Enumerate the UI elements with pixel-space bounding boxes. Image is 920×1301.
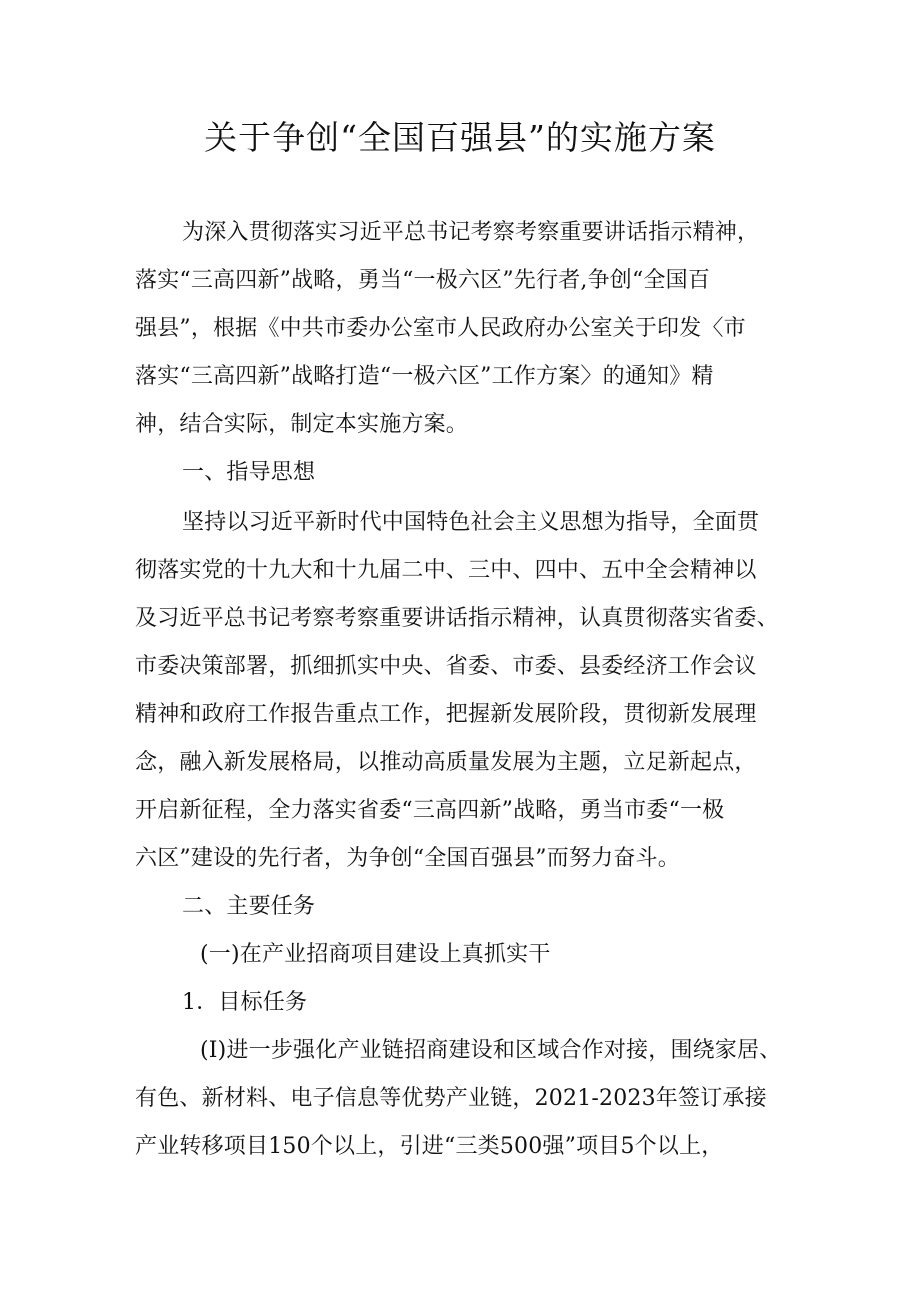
section-heading-2: 二、主要任务 <box>182 894 316 919</box>
paragraph-line: 及习近平总书记考察考察重要讲话指示精神，认真贯彻落实省委、 <box>135 606 779 631</box>
paragraph-line: 市委决策部署，抓细抓实中央、省委、市委、县委经济工作会议 <box>135 654 757 679</box>
subsection-heading: (一)在产业招商项目建设上真抓实干 <box>200 942 551 967</box>
document-title: 关于争创“全国百强县”的实施方案 <box>204 118 716 157</box>
paragraph-line: 神，结合实际，制定本实施方案。 <box>135 412 469 437</box>
paragraph-line: 开启新征程，全力落实省委“三高四新”战略，勇当市委“一极 <box>135 798 725 823</box>
paragraph-line: 念，融入新发展格局，以推动高质量发展为主题，立足新起点， <box>135 750 757 775</box>
paragraph-line: 为深入贯彻落实习近平总书记考察考察重要讲话指示精神， <box>182 220 760 245</box>
paragraph-line: 有色、新材料、电子信息等优势产业链，2021-2023年签订承接 <box>135 1086 767 1111</box>
item-heading: 1．目标任务 <box>182 990 308 1015</box>
paragraph-line: 强县”，根据《中共市委办公室市人民政府办公室关于印发〈市 <box>135 316 746 341</box>
paragraph-line: 坚持以习近平新时代中国特色社会主义思想为指导，全面贯 <box>182 510 760 535</box>
paragraph-line: 彻落实党的十九大和十九届二中、三中、四中、五中全会精神以 <box>135 558 757 583</box>
section-heading-1: 一、指导思想 <box>182 460 316 485</box>
paragraph-line: 精神和政府工作报告重点工作，把握新发展阶段，贯彻新发展理 <box>135 702 757 727</box>
paragraph-line: (I)进一步强化产业链招商建设和区域合作对接，围绕家居、 <box>200 1038 782 1063</box>
paragraph-line: 落实“三高四新”战略打造“一极六区”工作方案〉的通知》精 <box>135 364 714 389</box>
paragraph-line: 落实“三高四新”战略，勇当“一极六区”先行者,争创“全国百 <box>135 268 711 293</box>
paragraph-line: 产业转移项目150个以上，引进“三类500强”项目5个以上， <box>135 1134 724 1159</box>
paragraph-line: 六区”建设的先行者，为争创“全国百强县”而努力奋斗。 <box>135 846 680 871</box>
